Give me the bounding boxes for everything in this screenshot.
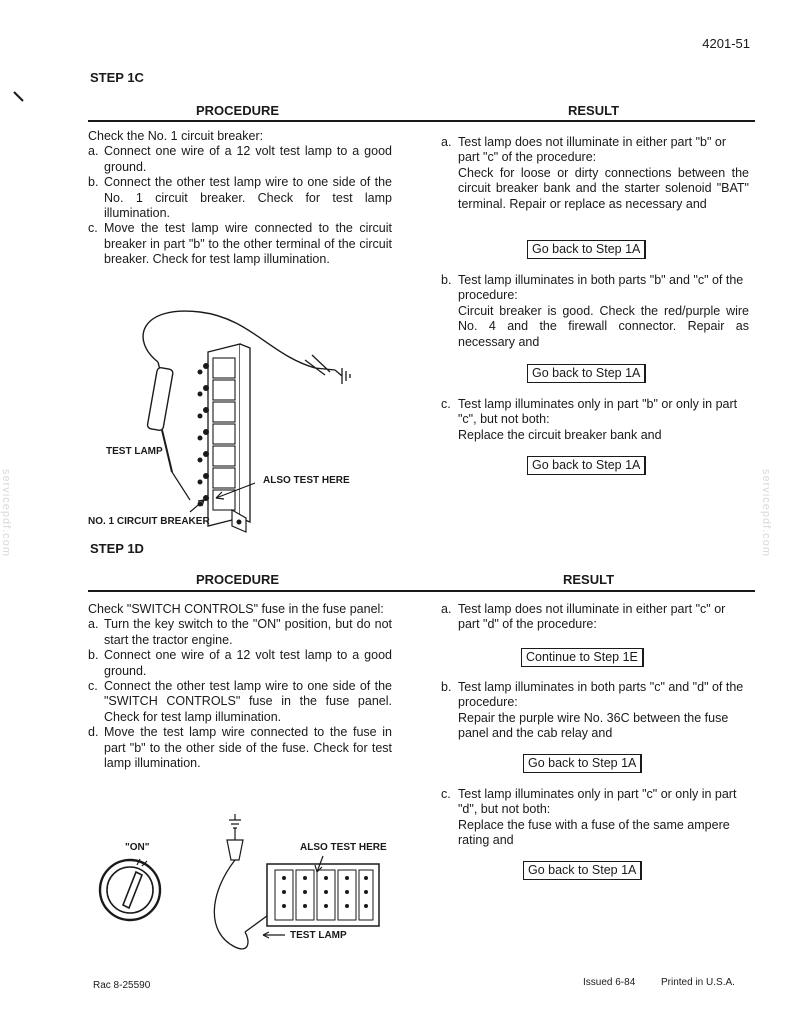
- page-number: 4201-51: [702, 36, 750, 51]
- item-text: Connect one wire of a 12 volt test lamp to a good ground.: [104, 648, 392, 678]
- procedure-item: [88, 648, 392, 679]
- step-1c-result-c: [441, 397, 749, 443]
- step-1c-procedure: [88, 129, 392, 268]
- item-text: Connect one wire of a 12 volt test lamp to a good ground.: [104, 144, 392, 174]
- footer-issued: Issued 6-84: [583, 977, 636, 988]
- item-label: c.: [88, 679, 98, 694]
- step-1d-procedure: [88, 602, 392, 771]
- item-text: Move the test lamp wire connected to the circuit breaker in part "b" to the other terminal of the circuit breaker. Check for test lamp illumination.: [104, 221, 392, 267]
- procedure-item: [88, 221, 392, 267]
- procedure-item: [88, 144, 392, 175]
- result-condition: Test lamp illuminates in both parts "c" and "d" of the procedure:: [458, 680, 744, 710]
- circuit-breaker-illustration: [120, 300, 370, 540]
- item-label: a.: [88, 617, 99, 632]
- procedure-intro: Check the No. 1 circuit breaker:: [88, 129, 264, 143]
- result-condition: Test lamp does not illuminate in either part "b" or part "c" of the procedure:: [458, 135, 727, 165]
- procedure-intro: Check "SWITCH CONTROLS" fuse in the fuse panel:: [88, 602, 384, 616]
- result-action: Replace the circuit breaker bank and: [458, 427, 662, 442]
- item-text: Turn the key switch to the "ON" position, but do not start the tractor engine.: [104, 617, 392, 647]
- watermark-right: servicepdf.com: [759, 469, 772, 557]
- item-text: Move the test lamp wire connected to the fuse in part "b" to the other side of the fuse. Check for test lamp illumination.: [104, 725, 392, 771]
- procedure-item: [88, 725, 392, 771]
- result-action: Replace the fuse with a fuse of the same ampere rating and: [458, 817, 730, 848]
- corner-mark: [12, 90, 26, 104]
- result-label: a.: [441, 602, 452, 616]
- result-label: a.: [441, 135, 452, 149]
- result-label: c.: [441, 397, 451, 411]
- step-1d-result-a: [441, 602, 749, 633]
- go-back-step-1a-button[interactable]: Go back to Step 1A: [523, 861, 642, 880]
- step-1c-procedure-header: PROCEDURE: [196, 103, 280, 118]
- procedure-item: [88, 617, 392, 648]
- key-switch-icon: [95, 855, 165, 925]
- result-label: b.: [441, 680, 452, 694]
- step-1c-title: STEP 1C: [90, 70, 144, 85]
- watermark-left: servicepdf.com: [0, 469, 12, 557]
- step-1d-procedure-header: PROCEDURE: [196, 572, 280, 587]
- continue-step-1e-button[interactable]: Continue to Step 1E: [521, 648, 644, 667]
- step-1c-result-a: [441, 135, 749, 212]
- step-1d-result-b: [441, 680, 749, 742]
- result-action: Circuit breaker is good. Check the red/purple wire No. 4 and the firewall connector. Repair as necessary and: [458, 303, 749, 349]
- procedure-item: [88, 679, 392, 725]
- step-1c-result-header: RESULT: [568, 103, 620, 118]
- step-1d-header-rule: [88, 590, 755, 592]
- result-condition: Test lamp illuminates in both parts "b" and "c" of the procedure:: [458, 273, 744, 303]
- footer-printed: Printed in U.S.A.: [661, 977, 735, 988]
- go-back-step-1a-button[interactable]: Go back to Step 1A: [527, 240, 646, 259]
- result-label: c.: [441, 787, 451, 801]
- procedure-item: [88, 175, 392, 221]
- result-condition: Test lamp does not illuminate in either part "c" or part "d" of the procedure:: [458, 602, 726, 632]
- footer-reference: Rac 8-25590: [93, 980, 151, 991]
- step-1c-result-b: [441, 273, 749, 350]
- on-label: "ON": [125, 842, 150, 853]
- item-label: b.: [88, 175, 99, 190]
- also-test-here-callout: ALSO TEST HERE: [300, 842, 387, 853]
- result-action: Check for loose or dirty connections between the circuit breaker bank and the starter solenoid "BAT" terminal. Repair or replace as necessary and: [458, 165, 749, 211]
- result-condition: Test lamp illuminates only in part "c" or only in part "d", but not both:: [458, 787, 737, 817]
- step-1d-result-header: RESULT: [563, 572, 615, 587]
- result-action: Repair the purple wire No. 36C between the fuse panel and the cab relay and: [458, 710, 729, 741]
- step-1d-title: STEP 1D: [90, 541, 144, 556]
- result-label: b.: [441, 273, 452, 287]
- item-label: c.: [88, 221, 98, 236]
- item-text: Connect the other test lamp wire to one side of the "SWITCH CONTROLS" fuse in the fuse panel. Check for test lamp illumination.: [104, 679, 392, 724]
- item-label: b.: [88, 648, 99, 663]
- go-back-step-1a-button[interactable]: Go back to Step 1A: [527, 364, 646, 383]
- go-back-step-1a-button[interactable]: Go back to Step 1A: [527, 456, 646, 475]
- item-text: Connect the other test lamp wire to one side of the No. 1 circuit breaker. Check for test lamp illumination.: [104, 175, 392, 221]
- step-1d-result-c: [441, 787, 749, 849]
- go-back-step-1a-button[interactable]: Go back to Step 1A: [523, 754, 642, 773]
- test-lamp-callout: TEST LAMP: [106, 446, 163, 457]
- result-condition: Test lamp illuminates only in part "b" or only in part "c", but not both:: [458, 397, 738, 427]
- step-1c-header-rule: [88, 120, 755, 122]
- item-label: a.: [88, 144, 99, 159]
- also-test-here-callout: ALSO TEST HERE: [263, 475, 350, 486]
- breaker-callout: NO. 1 CIRCUIT BREAKER: [88, 516, 210, 527]
- test-lamp-callout: TEST LAMP: [290, 930, 347, 941]
- item-label: d.: [88, 725, 99, 740]
